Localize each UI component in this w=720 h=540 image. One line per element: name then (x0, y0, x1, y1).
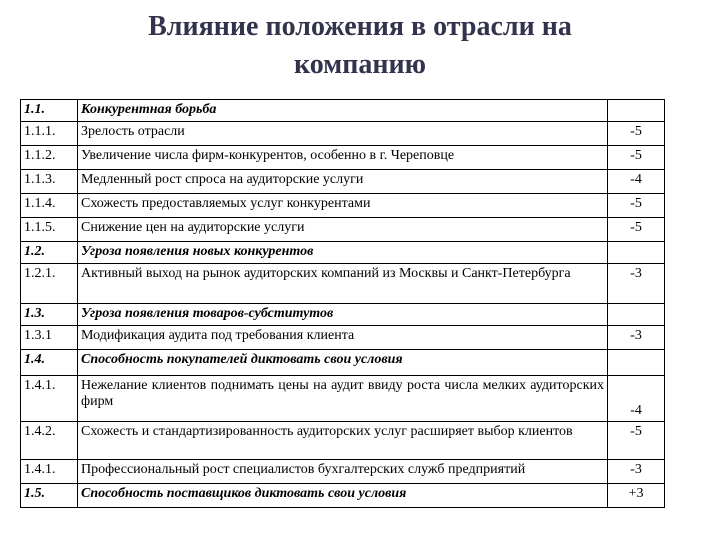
table-row (21, 194, 665, 218)
row-description: Снижение цен на аудиторские услуги (78, 218, 608, 242)
row-score: +3 (608, 484, 665, 508)
row-description: Угроза появления товаров-субститутов (78, 304, 608, 326)
table-row (21, 218, 665, 242)
row-description: Профессиональный рост специалистов бухгалтерских служб предприятий (78, 460, 608, 484)
factors-table-body (21, 100, 665, 508)
row-number: 1.1.5. (21, 218, 78, 242)
row-score: -3 (608, 326, 665, 350)
row-description: Схожесть предоставляемых услуг конкурентами (78, 194, 608, 218)
row-description: Способность поставщиков диктовать свои условия (78, 484, 608, 508)
row-score (608, 304, 665, 326)
row-description: Медленный рост спроса на аудиторские услуги (78, 170, 608, 194)
title-line-2: компанию (293, 49, 427, 80)
row-score: -5 (608, 422, 665, 460)
row-description: Модификация аудита под требования клиента (78, 326, 608, 350)
table-row (21, 146, 665, 170)
row-description: Способность покупателей диктовать свои условия (78, 350, 608, 376)
row-description: Активный выход на рынок аудиторских компаний из Москвы и Санкт-Петербурга (78, 264, 608, 304)
row-number: 1.4.2. (21, 422, 78, 460)
table-section-row (21, 242, 665, 264)
row-description: Конкурентная борьба (78, 100, 608, 122)
row-score: -3 (608, 460, 665, 484)
table-section-row (21, 100, 665, 122)
row-number: 1.1.4. (21, 194, 78, 218)
table-section-row (21, 484, 665, 508)
row-number: 1.2.1. (21, 264, 78, 304)
row-number: 1.3.1 (21, 326, 78, 350)
row-description: Зрелость отрасли (78, 122, 608, 146)
row-score: -5 (608, 122, 665, 146)
table-section-row (21, 304, 665, 326)
row-score: -5 (608, 194, 665, 218)
row-number: 1.5. (21, 484, 78, 508)
title-line-1: Влияние положения в отрасли на (148, 11, 572, 42)
row-number: 1.1. (21, 100, 78, 122)
table-section-row (21, 350, 665, 376)
row-number: 1.4. (21, 350, 78, 376)
row-score: -4 (608, 376, 665, 422)
row-score: -5 (608, 218, 665, 242)
row-number: 1.4.1. (21, 460, 78, 484)
row-number: 1.3. (21, 304, 78, 326)
row-number: 1.1.1. (21, 122, 78, 146)
table-row (21, 422, 665, 460)
table-row (21, 460, 665, 484)
row-score (608, 350, 665, 376)
row-description: Схожесть и стандартизированность аудиторских услуг расширяет выбор клиентов (78, 422, 608, 460)
page-title (80, 8, 640, 84)
row-number: 1.1.2. (21, 146, 78, 170)
table-row (21, 122, 665, 146)
row-score: -3 (608, 264, 665, 304)
row-description: Увеличение числа фирм-конкурентов, особенно в г. Череповце (78, 146, 608, 170)
row-description: Угроза появления новых конкурентов (78, 242, 608, 264)
factors-table (20, 99, 665, 508)
row-number: 1.1.3. (21, 170, 78, 194)
table-row (21, 326, 665, 350)
table-row (21, 170, 665, 194)
row-score: -4 (608, 170, 665, 194)
row-number: 1.4.1. (21, 376, 78, 422)
row-score: -5 (608, 146, 665, 170)
row-score (608, 242, 665, 264)
table-row (21, 264, 665, 304)
row-number: 1.2. (21, 242, 78, 264)
row-score (608, 100, 665, 122)
row-description: Нежелание клиентов поднимать цены на аудит ввиду роста числа мелких аудиторских фирм (78, 376, 608, 422)
table-row (21, 376, 665, 422)
